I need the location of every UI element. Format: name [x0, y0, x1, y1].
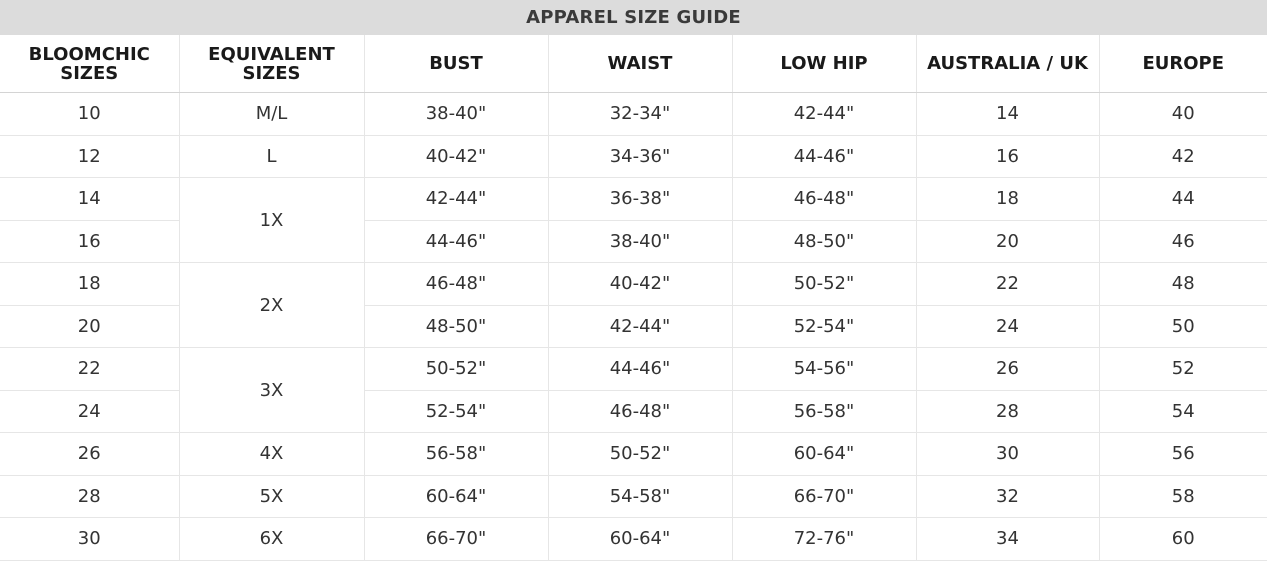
header-bust: BUST: [364, 35, 548, 93]
cell-low-hip: 72-76": [732, 518, 916, 561]
cell-size: 12: [0, 135, 179, 178]
cell-bust: 42-44": [364, 178, 548, 221]
cell-low-hip: 46-48": [732, 178, 916, 221]
cell-equivalent: M/L: [179, 93, 364, 136]
cell-waist: 34-36": [548, 135, 732, 178]
cell-bust: 48-50": [364, 305, 548, 348]
cell-europe: 48: [1099, 263, 1267, 306]
cell-waist: 42-44": [548, 305, 732, 348]
cell-waist: 44-46": [548, 348, 732, 391]
cell-europe: 50: [1099, 305, 1267, 348]
cell-low-hip: 42-44": [732, 93, 916, 136]
header-australia-uk: AUSTRALIA / UK: [916, 35, 1099, 93]
cell-europe: 58: [1099, 475, 1267, 518]
cell-australia-uk: 30: [916, 433, 1099, 476]
cell-australia-uk: 22: [916, 263, 1099, 306]
cell-europe: 54: [1099, 390, 1267, 433]
cell-waist: 40-42": [548, 263, 732, 306]
cell-europe: 46: [1099, 220, 1267, 263]
cell-australia-uk: 16: [916, 135, 1099, 178]
cell-equivalent: 4X: [179, 433, 364, 476]
cell-australia-uk: 18: [916, 178, 1099, 221]
cell-equivalent: 3X: [179, 348, 364, 433]
cell-waist: 38-40": [548, 220, 732, 263]
cell-waist: 36-38": [548, 178, 732, 221]
table-row: [0, 178, 1267, 221]
cell-waist: 50-52": [548, 433, 732, 476]
cell-bust: 46-48": [364, 263, 548, 306]
cell-size: 30: [0, 518, 179, 561]
cell-australia-uk: 14: [916, 93, 1099, 136]
header-bloomchic-sizes: BLOOMCHIC SIZES: [0, 35, 179, 93]
cell-low-hip: 50-52": [732, 263, 916, 306]
cell-bust: 60-64": [364, 475, 548, 518]
cell-equivalent: 2X: [179, 263, 364, 348]
cell-australia-uk: 34: [916, 518, 1099, 561]
cell-europe: 40: [1099, 93, 1267, 136]
cell-equivalent: 5X: [179, 475, 364, 518]
cell-size: 28: [0, 475, 179, 518]
header-low-hip: LOW HIP: [732, 35, 916, 93]
table-row: [0, 433, 1267, 476]
header-europe: EUROPE: [1099, 35, 1267, 93]
table-row: [0, 518, 1267, 561]
cell-equivalent: 1X: [179, 178, 364, 263]
cell-size: 18: [0, 263, 179, 306]
cell-equivalent: 6X: [179, 518, 364, 561]
cell-europe: 44: [1099, 178, 1267, 221]
size-table: [0, 35, 1267, 561]
cell-low-hip: 52-54": [732, 305, 916, 348]
cell-waist: 60-64": [548, 518, 732, 561]
cell-europe: 60: [1099, 518, 1267, 561]
cell-bust: 44-46": [364, 220, 548, 263]
cell-australia-uk: 20: [916, 220, 1099, 263]
cell-bust: 56-58": [364, 433, 548, 476]
cell-waist: 32-34": [548, 93, 732, 136]
cell-bust: 50-52": [364, 348, 548, 391]
cell-low-hip: 66-70": [732, 475, 916, 518]
cell-australia-uk: 32: [916, 475, 1099, 518]
header-equivalent-sizes: EQUIVALENT SIZES: [179, 35, 364, 93]
table-row: [0, 475, 1267, 518]
table-row: [0, 93, 1267, 136]
header-waist: WAIST: [548, 35, 732, 93]
table-row: [0, 135, 1267, 178]
cell-europe: 56: [1099, 433, 1267, 476]
cell-low-hip: 44-46": [732, 135, 916, 178]
cell-low-hip: 54-56": [732, 348, 916, 391]
cell-australia-uk: 24: [916, 305, 1099, 348]
cell-size: 26: [0, 433, 179, 476]
table-row: [0, 348, 1267, 391]
size-guide-title: APPAREL SIZE GUIDE: [0, 0, 1267, 35]
cell-equivalent: L: [179, 135, 364, 178]
table-row: [0, 263, 1267, 306]
cell-bust: 52-54": [364, 390, 548, 433]
cell-size: 24: [0, 390, 179, 433]
cell-low-hip: 48-50": [732, 220, 916, 263]
cell-size: 20: [0, 305, 179, 348]
cell-bust: 38-40": [364, 93, 548, 136]
cell-bust: 40-42": [364, 135, 548, 178]
cell-waist: 54-58": [548, 475, 732, 518]
cell-europe: 42: [1099, 135, 1267, 178]
cell-australia-uk: 28: [916, 390, 1099, 433]
cell-size: 22: [0, 348, 179, 391]
cell-europe: 52: [1099, 348, 1267, 391]
cell-size: 10: [0, 93, 179, 136]
cell-size: 14: [0, 178, 179, 221]
cell-low-hip: 56-58": [732, 390, 916, 433]
cell-australia-uk: 26: [916, 348, 1099, 391]
cell-low-hip: 60-64": [732, 433, 916, 476]
header-row: [0, 35, 1267, 93]
cell-size: 16: [0, 220, 179, 263]
cell-waist: 46-48": [548, 390, 732, 433]
cell-bust: 66-70": [364, 518, 548, 561]
